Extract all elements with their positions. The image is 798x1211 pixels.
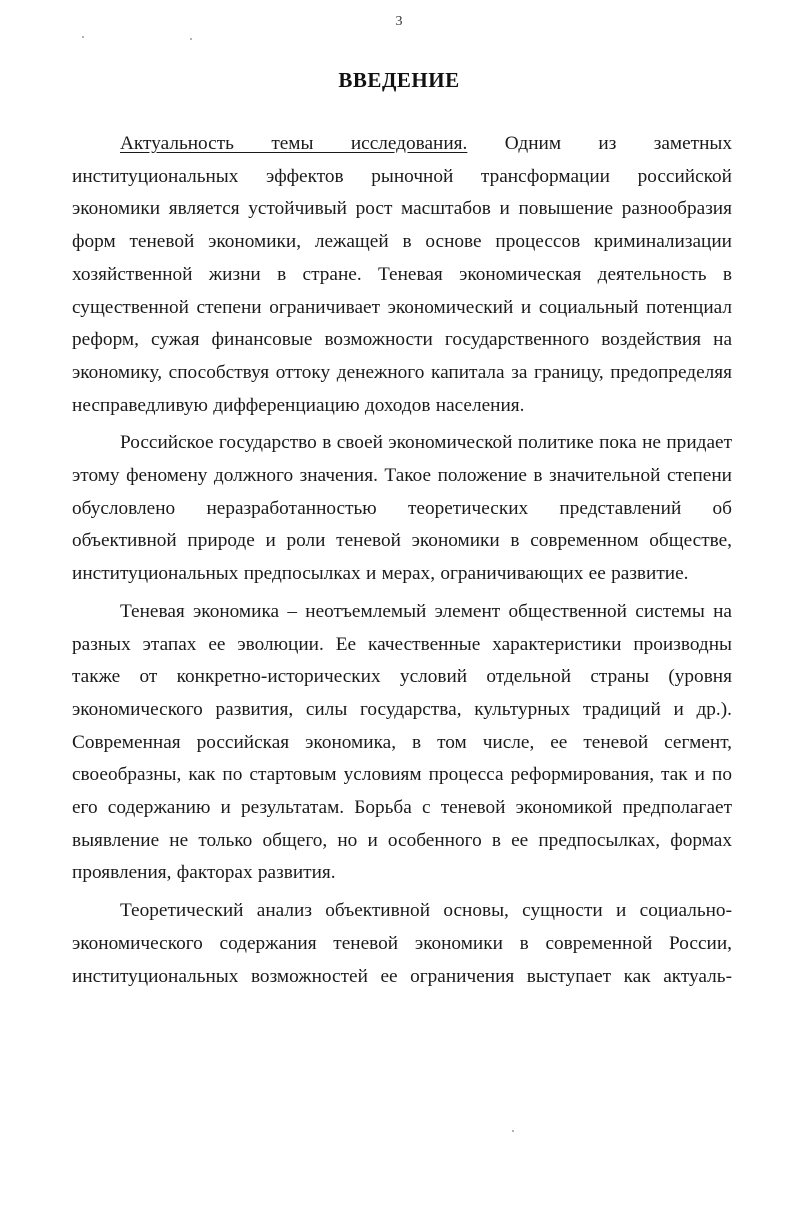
scan-speck <box>512 1130 514 1132</box>
paragraph-2: Российское государство в своей экономической политике пока не придает этому феномену должного значения. Такое положение в значительной степени обусловлено неразработанностью теоретических представлений об объективной природе и роли теневой экономики в современном обществе, институциональных предпосылках и мерах, ограничивающих ее развитие. <box>72 432 732 585</box>
paragraph-1-text: Одним из заметных институциональных эффектов рыночной трансформации российской экономики является устойчивый рост масштабов и повышение разнообразия форм теневой экономики, лежащей в основе процессов криминализации хозяйственной жизни в стране. Теневая экономическая деятельность в существенной степени ограничивает экономический и социальный потенциал реформ, сужая финансовые возможности государственного воздействия на экономику, способствуя оттоку денежного капитала за границу, предопределяя несправедливую дифференциацию доходов населения. <box>72 133 732 416</box>
page-number: 3 <box>395 14 403 29</box>
paragraph-3: Теневая экономика – неотъемлемый элемент общественной системы на разных этапах ее эволюции. Ее качественные характеристики производны также от конкретно-исторических условий отдельной страны (уровня экономического развития, силы государства, культурных традиций и др.). Современная российская экономика, в том числе, ее теневой сегмент, своеобразны, как по стартовым условиям процесса реформирования, так и по его содержанию и результатам. Борьба с теневой экономикой предполагает выявление не только общего, но и особенного в ее предпосылках, формах проявления, факторах развития. <box>72 600 732 884</box>
body-text <box>72 128 732 993</box>
paragraph-1-lead: Актуальность темы исследования. <box>120 133 468 154</box>
section-heading: ВВЕДЕНИЕ <box>338 68 460 92</box>
scan-speck <box>190 38 192 40</box>
scan-speck <box>82 36 84 38</box>
paragraph-1 <box>72 128 732 422</box>
paragraph-4: Теоретический анализ объективной основы, сущности и социально-экономического содержания теневой экономики в современной России, институциональных возможностей ее ограничения выступает как актуаль- <box>72 900 732 987</box>
